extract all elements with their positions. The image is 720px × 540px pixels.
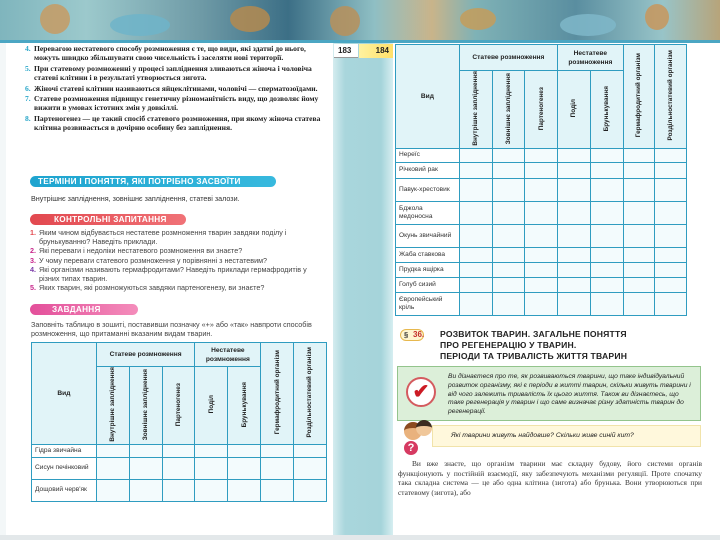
- summary-item: 4. Перевагою нестатевого способу розмноження є те, що види, які здатні до нього, можуть швидко збільшувати свою чисельність і заселяти нові території.: [25, 44, 306, 63]
- col-header: Роздільностатевий організм: [655, 45, 687, 149]
- col-header: Поділ: [195, 367, 228, 445]
- table-row: Сисун печінковий: [32, 457, 327, 479]
- group-sexual-header: Статеве розмноження: [96, 343, 195, 367]
- table-row: Голуб сизий: [396, 277, 687, 292]
- table-row: Жаба ставкова: [396, 247, 687, 262]
- terms-text: Внутрішнє запліднення, зовнішнє запліднення, статеві залози.: [31, 194, 240, 203]
- table-row: Річковий рак: [396, 162, 687, 178]
- col-species-header: Вид: [32, 343, 97, 445]
- table-row: Дощовий черв'як: [32, 479, 327, 501]
- warmup-question-box: [432, 425, 701, 447]
- questions-list: [30, 228, 326, 292]
- col-header: Гермафродитний організм: [261, 343, 294, 445]
- col-header: Брунькування: [228, 367, 261, 445]
- group-sexual-header: Статеве розмноження: [459, 45, 557, 71]
- terms-heading: ТЕРМІНИ І ПОНЯТТЯ, ЯКІ ПОТРІБНО ЗАСВОЇТИ: [30, 176, 276, 187]
- summary-item: 6. Жіночі статеві клітини називаються яйцеклітинами, чоловічі — сперматозоїдами.: [25, 83, 318, 93]
- summary-item: 5. При статевому розмноженні у процесі запліднення зливаються жіноча і чоловіча статеві клітини і в результаті утворюється зигота.: [25, 63, 312, 83]
- warmup-question-text: Які тварини живуть найдовше? Скільки живе синій кит?: [451, 432, 634, 439]
- task-text: Заповніть таблицю в зошиті, поставивши позначку «+» або «так» навпроти способів розмноження, що притаманні вказаним видам тварин.: [31, 320, 312, 339]
- question-item: 5. Яких тварин, які розмножуються завдяки партеногенезу, ви знаєте?: [30, 283, 265, 293]
- book-gutter: [333, 43, 393, 540]
- col-species-header: Вид: [396, 45, 460, 149]
- col-header: Поділ: [558, 71, 591, 149]
- summary-list: [26, 44, 326, 134]
- col-header: Партеногенез: [162, 367, 195, 445]
- col-header: Гермафродитний організм: [623, 45, 655, 149]
- col-header: Роздільностатевий організм: [294, 343, 327, 445]
- col-header: Партеногенез: [525, 71, 558, 149]
- group-asexual-header: Нестатеве розмноження: [195, 343, 261, 367]
- question-item: 2. Які переваги і недоліки нестатевого розмноження ви знаєте?: [30, 246, 243, 256]
- group-asexual-header: Нестатеве розмноження: [558, 45, 624, 71]
- table-row: Європейський кріль: [396, 292, 687, 315]
- col-header: Зовнішнє запліднення: [492, 71, 525, 149]
- table-row: Нереїс: [396, 148, 687, 162]
- left-page-edge: [0, 43, 6, 540]
- reproduction-table-right: [395, 44, 687, 316]
- col-header: Внутрішнє запліднення: [459, 71, 492, 149]
- question-item: 1. Яким чином відбувається нестатеве розмноження тварин завдяки поділу і брунькуванню? Наведіть приклади.: [30, 228, 287, 247]
- table-row: Гідра звичайна: [32, 444, 327, 457]
- task-heading: ЗАВДАННЯ: [30, 304, 138, 315]
- table-row: Прудка ящірка: [396, 262, 687, 277]
- col-header: Брунькування: [590, 71, 623, 149]
- decorative-animal-banner: [0, 0, 720, 40]
- summary-item: 7. Статеве розмноження підвищує генетичну різноманітність виду, що дозволяє йому вижити в умовах істотних змін у довкіллі.: [25, 94, 319, 113]
- table-row: Окунь звичайний: [396, 224, 687, 247]
- col-header: Внутрішнє запліднення: [96, 367, 129, 445]
- questions-heading: КОНТРОЛЬНІ ЗАПИТАННЯ: [30, 214, 186, 225]
- section-number: 36.: [413, 330, 425, 339]
- section-symbol: §: [400, 329, 424, 341]
- page-number-right: 184: [359, 44, 393, 58]
- body-paragraph: Ви вже знаєте, що організм тварини має складну будову, його системи органів функціонують у постійній взаємодії, яку забезпечують механізми регуляції. Проте спочатку така складна система — це або одна клітина (зигота) або брунька. Вони утворюються при статевому (зигота), або: [398, 459, 702, 497]
- question-kids-icon: [400, 420, 434, 458]
- learning-goals-box: [397, 366, 701, 421]
- summary-item: 8. Партеногенез — це такий спосіб статевого розмноження, при якому жіноча статева клітина розвивається в дочірню особину без запліднення.: [25, 113, 321, 133]
- question-item: 3. У чому переваги статевого розмноження у порівнянні з нестатевим?: [30, 255, 268, 265]
- bottom-edge: [0, 535, 720, 540]
- question-item: 4. Які організми називають гермафродитами? Наведіть приклади гермафродитів у різних типах тварин.: [30, 264, 307, 284]
- col-header: Зовнішнє запліднення: [129, 367, 162, 445]
- page-number-left: 183: [334, 44, 358, 58]
- section-title: РОЗВИТОК ТВАРИН. ЗАГАЛЬНЕ ПОНЯТТЯ ПРО РЕГЕНЕРАЦІЮ У ТВАРИН. ПЕРІОДИ ТА ТРИВАЛІСТЬ ЖИТТЯ ТВАРИН: [440, 329, 628, 361]
- learning-goals-text: Ви дізнаєтеся про те, як розвиваються тварини, що таке індивідуальний розвиток організму, які є періоди в житті тварин, скільки живуть тварини і від чого залежить тривалість їх цього життя. Також ви дізнаєтесь, що таке регенерація у тварин і що саме визначає різну здатність тварин до регенерації.: [448, 373, 691, 416]
- table-row: Бджола медоносна: [396, 201, 687, 224]
- checkmark-circle-icon: ✔: [406, 377, 436, 407]
- table-row: Павук-хрестовик: [396, 178, 687, 201]
- question-mark-icon: ?: [403, 440, 419, 456]
- reproduction-table-left: [31, 342, 327, 502]
